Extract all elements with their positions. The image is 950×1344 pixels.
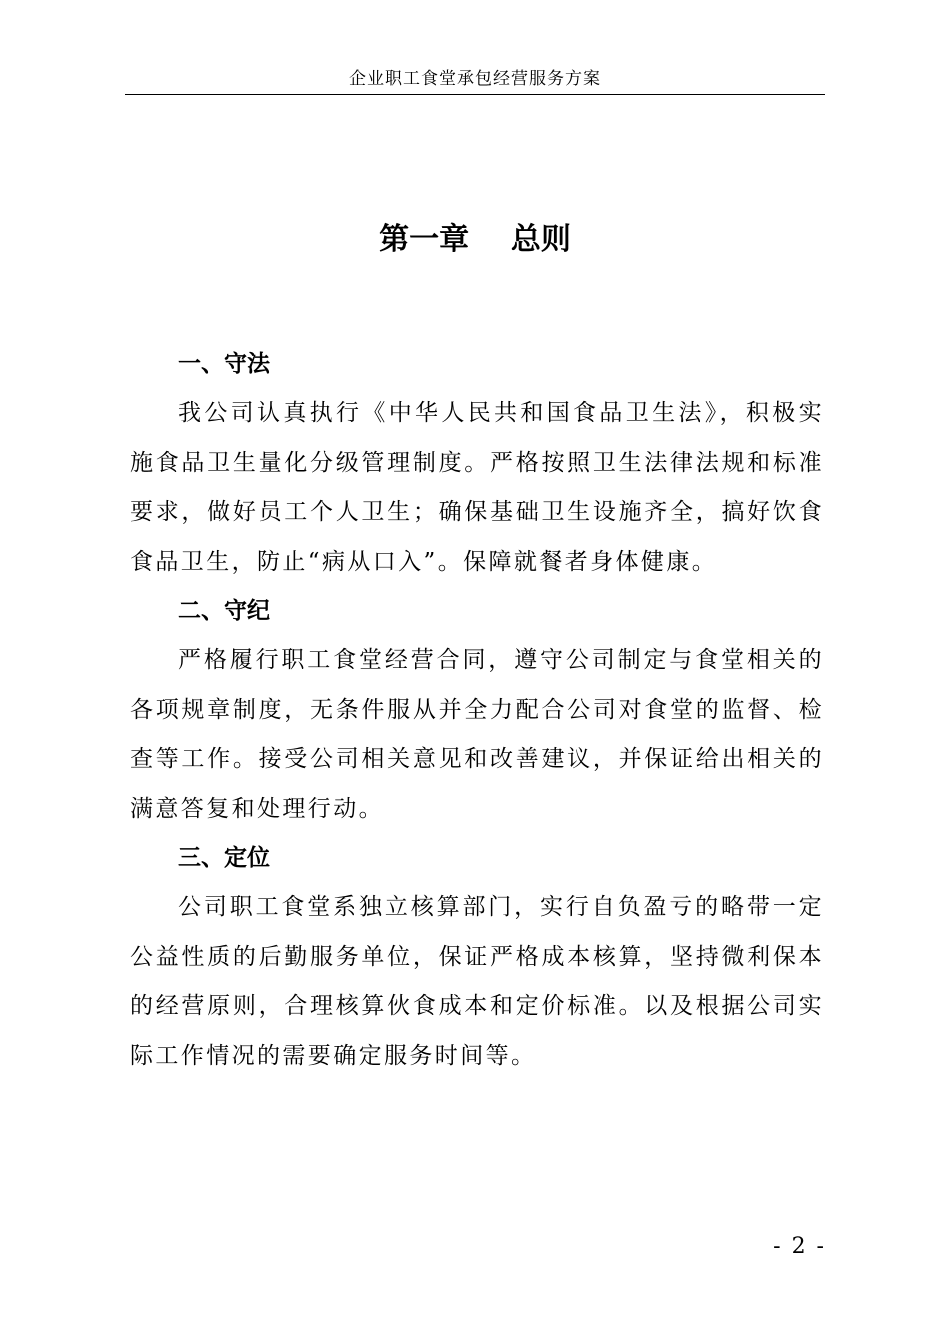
chapter-title: 第一章 总则 (379, 222, 571, 257)
section-paragraph-discipline: 严格履行职工食堂经营合同，遵守公司制定与食堂相关的各项规章制度，无条件服从并全力配合公司对食堂的监督、检查等工作。接受公司相关意见和改善建议，并保证给出相关的满意答复和处理行动。 (130, 647, 824, 822)
header-rule (125, 94, 825, 95)
section-heading-positioning: 三、定位 (178, 845, 270, 871)
section-paragraph-law: 我公司认真执行《中华人民共和国食品卫生法》，积极实施食品卫生量化分级管理制度。严格按照卫生法律法规和标准要求，做好员工个人卫生；确保基础卫生设施齐全，搞好饮食食品卫生，防止“病从口入”。保障就餐者身体健康。 (130, 400, 824, 575)
section-paragraph-positioning: 公司职工食堂系独立核算部门，实行自负盈亏的略带一定公益性质的后勤服务单位，保证严格成本核算，坚持微利保本的经营原则，合理核算伙食成本和定价标准。以及根据公司实际工作情况的需要确定服务时间等。 (130, 894, 824, 1069)
document-body (130, 340, 824, 1081)
section-heading-law: 一、守法 (178, 351, 270, 377)
running-header: 企业职工食堂承包经营服务方案 (349, 69, 601, 89)
page-number: - 2 - (773, 1234, 826, 1259)
section-heading-discipline: 二、守纪 (178, 598, 270, 624)
